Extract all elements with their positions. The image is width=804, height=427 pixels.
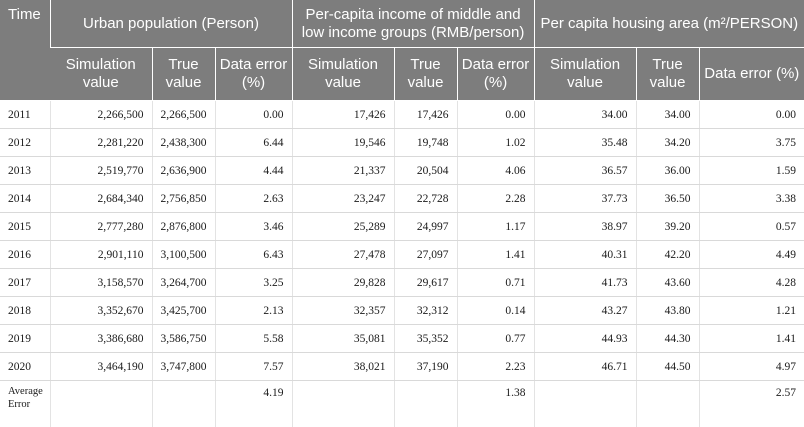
urban-error-cell: 3.46 bbox=[215, 213, 292, 241]
table-row bbox=[0, 353, 804, 381]
urban-error-cell: 5.58 bbox=[215, 325, 292, 353]
urban-simulation-cell: 3,158,570 bbox=[50, 269, 152, 297]
housing-true-cell bbox=[636, 381, 699, 427]
housing-simulation-cell: 38.97 bbox=[534, 213, 636, 241]
housing-simulation-cell: 40.31 bbox=[534, 241, 636, 269]
urban-error-cell: 3.25 bbox=[215, 269, 292, 297]
header-sub-row bbox=[0, 48, 804, 101]
year-cell: 2013 bbox=[0, 157, 50, 185]
urban-population-header: Urban population (Person) bbox=[50, 0, 292, 48]
urban-simulation-cell: 2,281,220 bbox=[50, 129, 152, 157]
urban-true-cell: 3,264,700 bbox=[152, 269, 215, 297]
header-group-row bbox=[0, 0, 804, 48]
income-simulation-cell: 38,021 bbox=[292, 353, 394, 381]
housing-true-cell: 34.20 bbox=[636, 129, 699, 157]
income-simulation-cell: 35,081 bbox=[292, 325, 394, 353]
income-error-cell: 4.06 bbox=[457, 157, 534, 185]
housing-error-cell: 0.57 bbox=[699, 213, 804, 241]
income-true-cell: 37,190 bbox=[394, 353, 457, 381]
urban-true-cell: 3,586,750 bbox=[152, 325, 215, 353]
housing-error-cell: 1.21 bbox=[699, 297, 804, 325]
income-error-cell: 2.28 bbox=[457, 185, 534, 213]
urban-error-cell: 6.43 bbox=[215, 241, 292, 269]
housing-simulation-cell bbox=[534, 381, 636, 427]
urban-error-cell: 0.00 bbox=[215, 101, 292, 129]
urban-simulation-cell: 2,901,110 bbox=[50, 241, 152, 269]
housing-true-cell: 44.30 bbox=[636, 325, 699, 353]
income-error-cell: 0.77 bbox=[457, 325, 534, 353]
housing-area-header: Per capita housing area (m²/PERSON) bbox=[534, 0, 804, 48]
table-header bbox=[0, 0, 804, 101]
table-row bbox=[0, 213, 804, 241]
urban-true-cell: 2,756,850 bbox=[152, 185, 215, 213]
housing-simulation-cell: 37.73 bbox=[534, 185, 636, 213]
housing-error-cell: 2.57 bbox=[699, 381, 804, 427]
urban-error-cell: 4.44 bbox=[215, 157, 292, 185]
average-error-row bbox=[0, 381, 804, 427]
income-error-cell: 2.23 bbox=[457, 353, 534, 381]
urban-error-cell: 2.13 bbox=[215, 297, 292, 325]
year-cell: 2011 bbox=[0, 101, 50, 129]
table-row bbox=[0, 297, 804, 325]
data-error-header: Data error (%) bbox=[457, 48, 534, 101]
urban-simulation-cell: 3,352,670 bbox=[50, 297, 152, 325]
year-cell: 2019 bbox=[0, 325, 50, 353]
urban-true-cell: 2,636,900 bbox=[152, 157, 215, 185]
urban-true-cell bbox=[152, 381, 215, 427]
income-simulation-cell: 27,478 bbox=[292, 241, 394, 269]
housing-simulation-cell: 43.27 bbox=[534, 297, 636, 325]
urban-true-cell: 3,747,800 bbox=[152, 353, 215, 381]
year-cell: 2015 bbox=[0, 213, 50, 241]
housing-error-cell: 1.59 bbox=[699, 157, 804, 185]
time-header: Time bbox=[0, 0, 50, 101]
urban-error-cell: 4.19 bbox=[215, 381, 292, 427]
table-row bbox=[0, 157, 804, 185]
housing-true-cell: 36.50 bbox=[636, 185, 699, 213]
income-simulation-cell bbox=[292, 381, 394, 427]
simulation-value-header: Simulation value bbox=[292, 48, 394, 101]
simulation-value-header: Simulation value bbox=[50, 48, 152, 101]
income-true-cell: 17,426 bbox=[394, 101, 457, 129]
income-simulation-cell: 17,426 bbox=[292, 101, 394, 129]
table-row bbox=[0, 269, 804, 297]
data-error-header: Data error (%) bbox=[215, 48, 292, 101]
income-simulation-cell: 23,247 bbox=[292, 185, 394, 213]
urban-error-cell: 7.57 bbox=[215, 353, 292, 381]
income-true-cell: 29,617 bbox=[394, 269, 457, 297]
year-cell: 2017 bbox=[0, 269, 50, 297]
housing-true-cell: 36.00 bbox=[636, 157, 699, 185]
urban-true-cell: 2,266,500 bbox=[152, 101, 215, 129]
true-value-header: True value bbox=[636, 48, 699, 101]
income-error-cell: 1.17 bbox=[457, 213, 534, 241]
housing-true-cell: 39.20 bbox=[636, 213, 699, 241]
urban-simulation-cell: 2,684,340 bbox=[50, 185, 152, 213]
table-row bbox=[0, 185, 804, 213]
year-cell: 2020 bbox=[0, 353, 50, 381]
table-row bbox=[0, 241, 804, 269]
housing-true-cell: 34.00 bbox=[636, 101, 699, 129]
income-error-cell: 1.02 bbox=[457, 129, 534, 157]
housing-simulation-cell: 35.48 bbox=[534, 129, 636, 157]
table-row bbox=[0, 101, 804, 129]
year-cell: 2016 bbox=[0, 241, 50, 269]
housing-true-cell: 44.50 bbox=[636, 353, 699, 381]
housing-true-cell: 42.20 bbox=[636, 241, 699, 269]
housing-error-cell: 0.00 bbox=[699, 101, 804, 129]
income-error-cell: 0.14 bbox=[457, 297, 534, 325]
income-error-cell: 0.00 bbox=[457, 101, 534, 129]
urban-simulation-cell: 3,464,190 bbox=[50, 353, 152, 381]
table-body bbox=[0, 101, 804, 427]
housing-error-cell: 3.38 bbox=[699, 185, 804, 213]
urban-error-cell: 2.63 bbox=[215, 185, 292, 213]
urban-true-cell: 3,425,700 bbox=[152, 297, 215, 325]
true-value-header: True value bbox=[152, 48, 215, 101]
housing-error-cell: 4.28 bbox=[699, 269, 804, 297]
income-true-cell: 24,997 bbox=[394, 213, 457, 241]
housing-true-cell: 43.80 bbox=[636, 297, 699, 325]
income-simulation-cell: 25,289 bbox=[292, 213, 394, 241]
income-error-cell: 1.41 bbox=[457, 241, 534, 269]
income-true-cell: 20,504 bbox=[394, 157, 457, 185]
income-true-cell bbox=[394, 381, 457, 427]
housing-simulation-cell: 41.73 bbox=[534, 269, 636, 297]
housing-error-cell: 4.49 bbox=[699, 241, 804, 269]
table-row bbox=[0, 129, 804, 157]
housing-error-cell: 3.75 bbox=[699, 129, 804, 157]
income-error-cell: 1.38 bbox=[457, 381, 534, 427]
income-true-cell: 19,748 bbox=[394, 129, 457, 157]
urban-simulation-cell: 3,386,680 bbox=[50, 325, 152, 353]
urban-true-cell: 2,438,300 bbox=[152, 129, 215, 157]
year-cell: 2012 bbox=[0, 129, 50, 157]
income-true-cell: 27,097 bbox=[394, 241, 457, 269]
income-simulation-cell: 32,357 bbox=[292, 297, 394, 325]
income-true-cell: 22,728 bbox=[394, 185, 457, 213]
housing-error-cell: 1.41 bbox=[699, 325, 804, 353]
urban-true-cell: 3,100,500 bbox=[152, 241, 215, 269]
income-error-cell: 0.71 bbox=[457, 269, 534, 297]
income-simulation-cell: 19,546 bbox=[292, 129, 394, 157]
income-true-cell: 32,312 bbox=[394, 297, 457, 325]
housing-simulation-cell: 34.00 bbox=[534, 101, 636, 129]
urban-simulation-cell: 2,266,500 bbox=[50, 101, 152, 129]
urban-true-cell: 2,876,800 bbox=[152, 213, 215, 241]
average-error-label: Average Error bbox=[0, 381, 50, 427]
year-cell: 2018 bbox=[0, 297, 50, 325]
true-value-header: True value bbox=[394, 48, 457, 101]
housing-simulation-cell: 36.57 bbox=[534, 157, 636, 185]
urban-error-cell: 6.44 bbox=[215, 129, 292, 157]
data-error-header: Data error (%) bbox=[699, 48, 804, 101]
income-header: Per-capita income of middle and low income groups (RMB/person) bbox=[292, 0, 534, 48]
housing-simulation-cell: 46.71 bbox=[534, 353, 636, 381]
table-row bbox=[0, 325, 804, 353]
income-true-cell: 35,352 bbox=[394, 325, 457, 353]
housing-simulation-cell: 44.93 bbox=[534, 325, 636, 353]
urban-simulation-cell bbox=[50, 381, 152, 427]
income-simulation-cell: 29,828 bbox=[292, 269, 394, 297]
urban-simulation-cell: 2,777,280 bbox=[50, 213, 152, 241]
urban-simulation-cell: 2,519,770 bbox=[50, 157, 152, 185]
simulation-value-header: Simulation value bbox=[534, 48, 636, 101]
year-cell: 2014 bbox=[0, 185, 50, 213]
housing-true-cell: 43.60 bbox=[636, 269, 699, 297]
income-simulation-cell: 21,337 bbox=[292, 157, 394, 185]
housing-error-cell: 4.97 bbox=[699, 353, 804, 381]
